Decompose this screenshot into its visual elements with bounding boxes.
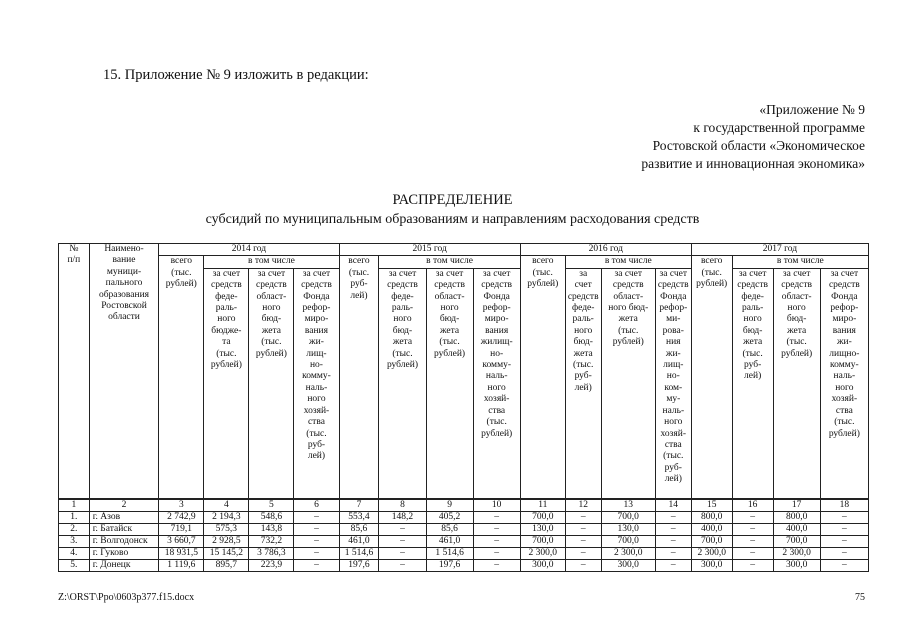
- value-cell: 895,7: [204, 560, 249, 572]
- header-incl: в том числе: [379, 256, 520, 268]
- value-cell: 800,0: [773, 512, 820, 524]
- value-cell: 700,0: [520, 512, 565, 524]
- header-regional: за счет средств област- ного бюд- жета (тыс. рублей): [249, 268, 294, 499]
- title-main: РАСПРЕДЕЛЕНИЕ: [392, 192, 513, 208]
- value-cell: 461,0: [426, 536, 473, 548]
- value-cell: 85,6: [426, 524, 473, 536]
- header-fund: за счет средств Фонда рефор- миро- вания жи- лищно- комму- наль- ного хозяй- ства (тыс. рублей): [820, 268, 868, 499]
- value-cell: 700,0: [601, 512, 655, 524]
- header-no: № п/п: [59, 244, 90, 500]
- annex-line: «Приложение № 9: [759, 102, 865, 117]
- header-name: Наимено- вание муници- пального образования Ростовской области: [89, 244, 159, 500]
- table-row: [59, 524, 869, 536]
- value-cell: –: [732, 512, 773, 524]
- row-number-cell: 2.: [59, 524, 90, 536]
- value-cell: 15 145,2: [204, 548, 249, 560]
- value-cell: –: [379, 524, 426, 536]
- municipality-cell: г. Азов: [89, 512, 159, 524]
- value-cell: –: [655, 512, 691, 524]
- header-year: 2015 год: [339, 244, 520, 256]
- value-cell: 2 300,0: [601, 548, 655, 560]
- value-cell: 575,3: [204, 524, 249, 536]
- value-cell: –: [294, 512, 339, 524]
- value-cell: 3 786,3: [249, 548, 294, 560]
- municipality-cell: г. Батайск: [89, 524, 159, 536]
- value-cell: 2 300,0: [773, 548, 820, 560]
- value-cell: –: [732, 524, 773, 536]
- column-number-cell: 6: [294, 499, 339, 512]
- column-number-cell: 18: [820, 499, 868, 512]
- intro-text: 15. Приложение № 9 изложить в редакции:: [103, 67, 369, 83]
- value-cell: 130,0: [520, 524, 565, 536]
- value-cell: –: [565, 524, 601, 536]
- value-cell: 197,6: [339, 560, 379, 572]
- value-cell: –: [820, 548, 868, 560]
- value-cell: –: [473, 560, 520, 572]
- column-number-cell: 4: [204, 499, 249, 512]
- annex-line: Ростовской области «Экономическое: [652, 138, 865, 153]
- column-number-cell: 7: [339, 499, 379, 512]
- value-cell: 1 119,6: [159, 560, 204, 572]
- value-cell: –: [294, 548, 339, 560]
- value-cell: 548,6: [249, 512, 294, 524]
- value-cell: 2 742,9: [159, 512, 204, 524]
- row-number-cell: 4.: [59, 548, 90, 560]
- column-number-cell: 1: [59, 499, 90, 512]
- value-cell: –: [379, 560, 426, 572]
- header-year: 2014 год: [159, 244, 339, 256]
- row-number-cell: 1.: [59, 512, 90, 524]
- value-cell: 85,6: [339, 524, 379, 536]
- column-number-row: [59, 499, 869, 512]
- header-incl: в том числе: [732, 256, 868, 268]
- value-cell: –: [732, 536, 773, 548]
- header-fund: за счет средств Фонда рефор- ми- рова- ния жи- лищ- но- ком- му- наль- ного хозяй- ства (тыс. руб- лей): [655, 268, 691, 499]
- header-year: 2017 год: [691, 244, 868, 256]
- header-regional: за счет средств област- ного бюд- жета (тыс. рублей): [773, 268, 820, 499]
- value-cell: –: [565, 536, 601, 548]
- value-cell: 130,0: [601, 524, 655, 536]
- value-cell: 300,0: [691, 560, 732, 572]
- column-number-cell: 16: [732, 499, 773, 512]
- column-number-cell: 13: [601, 499, 655, 512]
- municipality-cell: г. Донецк: [89, 560, 159, 572]
- value-cell: –: [655, 536, 691, 548]
- column-number-cell: 3: [159, 499, 204, 512]
- header-fund: за счет средств Фонда рефор- миро- вания жилищ- но- комму- наль- ного хозяй- ства (тыс. рублей): [473, 268, 520, 499]
- value-cell: –: [820, 512, 868, 524]
- table-row: [59, 548, 869, 560]
- value-cell: 800,0: [691, 512, 732, 524]
- header-year: 2016 год: [520, 244, 691, 256]
- column-number-cell: 8: [379, 499, 426, 512]
- column-number-cell: 12: [565, 499, 601, 512]
- column-number-cell: 5: [249, 499, 294, 512]
- header-regional: за счет средств област- ного бюд- жета (тыс. рублей): [601, 268, 655, 499]
- table-row: [59, 536, 869, 548]
- value-cell: 700,0: [601, 536, 655, 548]
- table-row: [59, 512, 869, 524]
- value-cell: 700,0: [520, 536, 565, 548]
- document-title: [0, 191, 905, 229]
- municipality-cell: г. Волгодонск: [89, 536, 159, 548]
- value-cell: –: [473, 536, 520, 548]
- value-cell: 148,2: [379, 512, 426, 524]
- value-cell: 700,0: [691, 536, 732, 548]
- value-cell: –: [565, 560, 601, 572]
- value-cell: –: [294, 524, 339, 536]
- subsidy-table: [58, 243, 869, 572]
- value-cell: 18 931,5: [159, 548, 204, 560]
- footer-file-path: Z:\ORST\Ppo\0603p377.f15.docx: [58, 592, 195, 603]
- value-cell: 405,2: [426, 512, 473, 524]
- value-cell: 700,0: [773, 536, 820, 548]
- header-total: всего (тыс. рублей): [691, 256, 732, 499]
- value-cell: 400,0: [691, 524, 732, 536]
- value-cell: –: [294, 536, 339, 548]
- value-cell: 719,1: [159, 524, 204, 536]
- annex-line: развитие и инновационная экономика»: [641, 156, 865, 171]
- value-cell: 223,9: [249, 560, 294, 572]
- header-total: всего (тыс. рублей): [159, 256, 204, 499]
- value-cell: –: [565, 512, 601, 524]
- value-cell: 2 300,0: [520, 548, 565, 560]
- value-cell: –: [820, 560, 868, 572]
- value-cell: 197,6: [426, 560, 473, 572]
- value-cell: –: [732, 560, 773, 572]
- column-number-cell: 10: [473, 499, 520, 512]
- value-cell: –: [473, 524, 520, 536]
- column-number-cell: 11: [520, 499, 565, 512]
- value-cell: 1 514,6: [426, 548, 473, 560]
- row-number-cell: 3.: [59, 536, 90, 548]
- header-federal: за счет средств феде- раль- ного бюдже- та (тыс. рублей): [204, 268, 249, 499]
- municipality-cell: г. Гуково: [89, 548, 159, 560]
- value-cell: 300,0: [773, 560, 820, 572]
- footer-page-number: 75: [855, 592, 865, 603]
- header-incl: в том числе: [565, 256, 691, 268]
- annex-header: [525, 101, 865, 173]
- header-row-total: [59, 256, 869, 268]
- value-cell: –: [294, 560, 339, 572]
- column-number-cell: 17: [773, 499, 820, 512]
- value-cell: 300,0: [520, 560, 565, 572]
- value-cell: 400,0: [773, 524, 820, 536]
- value-cell: 3 660,7: [159, 536, 204, 548]
- value-cell: 732,2: [249, 536, 294, 548]
- value-cell: –: [655, 560, 691, 572]
- value-cell: –: [655, 524, 691, 536]
- value-cell: 300,0: [601, 560, 655, 572]
- column-number-cell: 2: [89, 499, 159, 512]
- value-cell: –: [732, 548, 773, 560]
- value-cell: –: [379, 548, 426, 560]
- header-regional: за счет средств област- ного бюд- жета (тыс. рублей): [426, 268, 473, 499]
- value-cell: –: [473, 548, 520, 560]
- header-fund: за счет средств Фонда рефор- миро- вания жи- лищ- но- комму- наль- ного хозяй- ства (тыс. руб- лей): [294, 268, 339, 499]
- value-cell: –: [820, 536, 868, 548]
- value-cell: 2 194,3: [204, 512, 249, 524]
- column-number-cell: 14: [655, 499, 691, 512]
- value-cell: –: [820, 524, 868, 536]
- value-cell: –: [473, 512, 520, 524]
- header-federal: за счет средств феде- раль- ного бюд- жета (тыс. руб- лей): [565, 268, 601, 499]
- value-cell: 143,8: [249, 524, 294, 536]
- column-number-cell: 9: [426, 499, 473, 512]
- value-cell: –: [565, 548, 601, 560]
- value-cell: 1 514,6: [339, 548, 379, 560]
- row-number-cell: 5.: [59, 560, 90, 572]
- header-incl: в том числе: [204, 256, 339, 268]
- header-total: всего (тыс. рублей): [520, 256, 565, 499]
- value-cell: –: [379, 536, 426, 548]
- value-cell: 2 928,5: [204, 536, 249, 548]
- annex-line: к государственной программе: [693, 120, 865, 135]
- value-cell: 461,0: [339, 536, 379, 548]
- header-federal: за счет средств феде- раль- ного бюд- жета (тыс. руб- лей): [732, 268, 773, 499]
- header-federal: за счет средств феде- раль- ного бюд- жета (тыс. рублей): [379, 268, 426, 499]
- column-number-cell: 15: [691, 499, 732, 512]
- header-row-years: [59, 244, 869, 256]
- header-total: всего (тыс. руб- лей): [339, 256, 379, 499]
- table-row: [59, 560, 869, 572]
- value-cell: –: [655, 548, 691, 560]
- value-cell: 2 300,0: [691, 548, 732, 560]
- value-cell: 553,4: [339, 512, 379, 524]
- title-subtitle: субсидий по муниципальным образованиям и направлениям расходования средств: [205, 212, 700, 227]
